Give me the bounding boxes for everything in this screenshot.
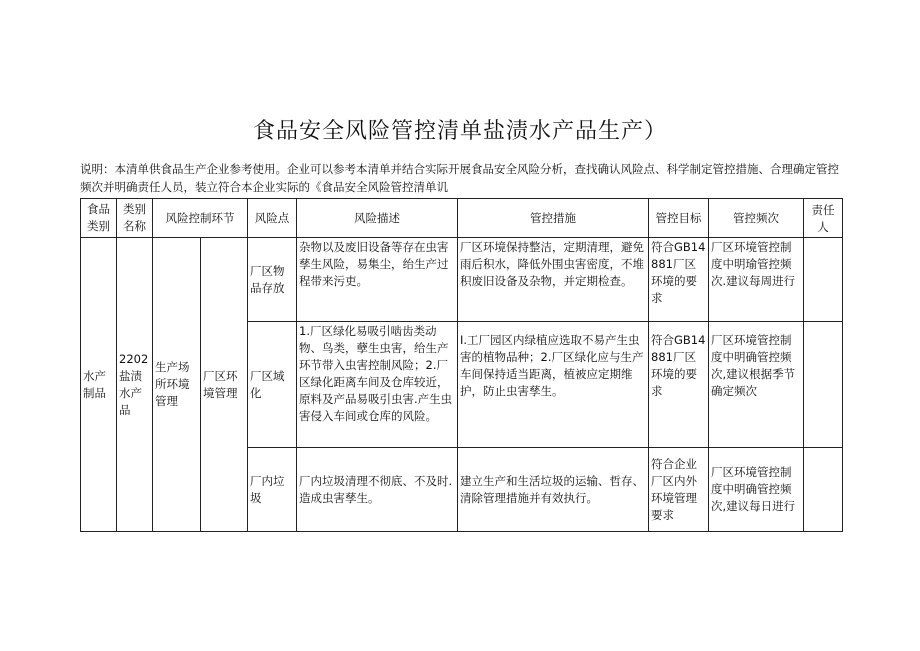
table-row (81, 238, 843, 322)
header-target: 管控目标 (649, 199, 709, 238)
header-owner: 责任人 (804, 199, 843, 238)
cell-stage: 生产场所环境管理 (153, 238, 201, 532)
cell-owner (804, 448, 843, 532)
cell-description: 1.厂区绿化易吸引啮齿类动物、鸟类，孽生虫害，给生产环节带入虫害控制风险；2.厂区绿化距离车间及仓库较近，原料及产品易吸引虫害.产生虫害侵入车间或仓库的风险。 (297, 322, 458, 448)
header-measures: 管控措施 (458, 199, 649, 238)
cell-target: 符合GB14881厂区环境的要求 (649, 322, 709, 448)
cell-frequency: 厂区环境管控制度中明确管控频次,建议每日进行 (709, 448, 804, 532)
header-category-line2: 类别 (87, 219, 110, 233)
header-point: 风险点 (248, 199, 297, 238)
cell-measures: 建立生产和生活垃圾的运输、哲存、清除管理措施并有效执行。 (458, 448, 649, 532)
header-category-line1: 食品 (87, 202, 110, 216)
cell-point: 厂区物品存放 (248, 238, 297, 322)
cell-frequency: 厂区环境管控制度中明确管控频次,建议根据季节确定频次 (709, 322, 804, 448)
risk-control-table (80, 198, 843, 532)
cell-subcategory: 2202盐渍水产品 (117, 238, 153, 532)
cell-description: 厂内垃圾清理不彻底、不及时.造成虫害孳生。 (297, 448, 458, 532)
header-subcategory-line1: 类别 (123, 202, 146, 216)
cell-stage-detail: 厂区环境管理 (201, 238, 248, 532)
cell-frequency: 厂区环境管控制度中明瑜管控频次.建议每周进行 (709, 238, 804, 322)
header-category (81, 199, 117, 238)
instructions-note: 说明：本清单供食品生产企业参考使用。企业可以参考本清单并结合实际开展食品安全风险分析，查找确认风险点、科学制定管控措施、合理确定管控频次并明确责任人员，装立符合本企业实际的《食品安全风险管控清单讥 (80, 162, 839, 194)
cell-target: 符合GB14881厂区环境的要求 (649, 238, 709, 322)
cell-owner (804, 322, 843, 448)
cell-measures: Ⅰ.工厂园区内绿植应选取不易产生虫害的植物品种；2.厂区绿化应与生产车间保持适当距离，植被应定期维护，防止虫害孳生。 (458, 322, 649, 448)
cell-point: 厂内垃圾 (248, 448, 297, 532)
cell-target: 符合企业厂区内外环境管理要求 (649, 448, 709, 532)
header-stage: 风险控制环节 (153, 199, 248, 238)
header-subcategory-line2: 名称 (123, 219, 146, 233)
cell-measures: 厂区环境保持整洁，定期清理，避免雨后积水，降低外围虫害密度，不堆积废旧设备及杂物，并定期检查。 (458, 238, 649, 322)
cell-category: 水产制品 (81, 238, 117, 532)
page-title: 食品安全风险管控清单盐渍水产品生产） (252, 119, 667, 144)
cell-description: 杂物以及废旧设备等存在虫害孳生风险，易集尘，绐生产过程带来污吏。 (297, 238, 458, 322)
cell-owner (804, 238, 843, 322)
header-subcategory (117, 199, 153, 238)
header-frequency: 管控频次 (709, 199, 804, 238)
cell-point: 厂区域化 (248, 322, 297, 448)
header-description: 风险描述 (297, 199, 458, 238)
header-row (81, 199, 843, 238)
